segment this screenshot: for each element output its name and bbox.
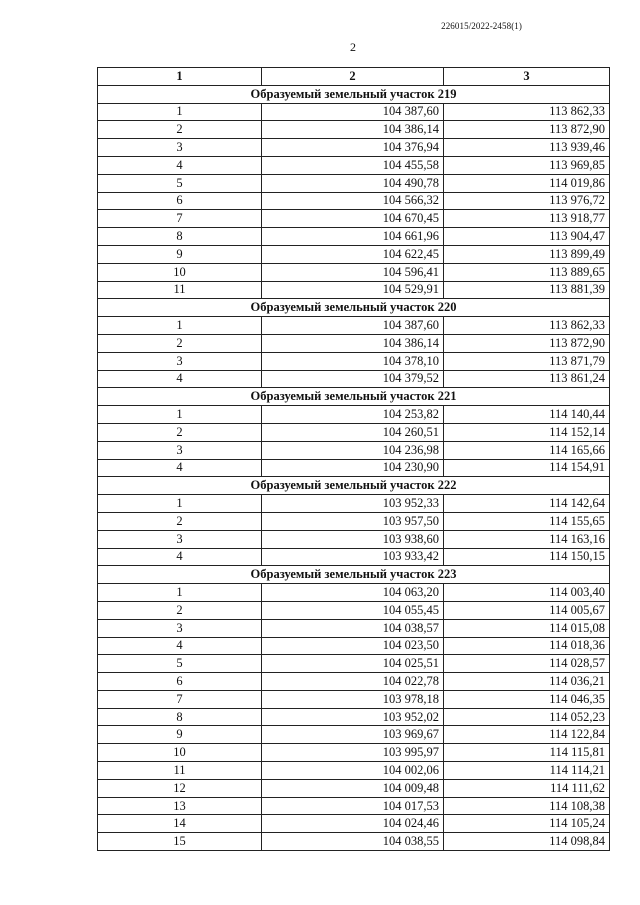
point-number-cell: 3 [98,619,262,637]
y-coordinate-cell: 113 904,47 [444,228,610,246]
y-coordinate-cell: 114 108,38 [444,797,610,815]
x-coordinate-cell: 104 055,45 [262,601,444,619]
x-coordinate-cell: 103 933,42 [262,548,444,566]
y-coordinate-cell: 114 046,35 [444,690,610,708]
table-row [98,121,610,139]
table-row [98,174,610,192]
y-coordinate-cell: 114 154,91 [444,459,610,477]
coordinates-table [97,67,610,851]
x-coordinate-cell: 104 566,32 [262,192,444,210]
table-row [98,441,610,459]
x-coordinate-cell: 104 490,78 [262,174,444,192]
table-row [98,281,610,299]
section-header-row [98,299,610,317]
table-row [98,334,610,352]
y-coordinate-cell: 113 861,24 [444,370,610,388]
y-coordinate-cell: 114 019,86 [444,174,610,192]
y-coordinate-cell: 114 152,14 [444,423,610,441]
y-coordinate-cell: 113 862,33 [444,103,610,121]
x-coordinate-cell: 104 025,51 [262,655,444,673]
x-coordinate-cell: 104 236,98 [262,441,444,459]
point-number-cell: 3 [98,352,262,370]
x-coordinate-cell: 104 378,10 [262,352,444,370]
point-number-cell: 5 [98,174,262,192]
point-number-cell: 2 [98,121,262,139]
x-coordinate-cell: 104 002,06 [262,762,444,780]
point-number-cell: 9 [98,245,262,263]
y-coordinate-cell: 114 115,81 [444,744,610,762]
x-coordinate-cell: 104 622,45 [262,245,444,263]
y-coordinate-cell: 114 114,21 [444,762,610,780]
table-row [98,762,610,780]
table-row [98,459,610,477]
point-number-cell: 7 [98,690,262,708]
table-row [98,423,610,441]
table-row [98,103,610,121]
x-coordinate-cell: 104 230,90 [262,459,444,477]
x-coordinate-cell: 104 038,55 [262,833,444,851]
x-coordinate-cell: 104 529,91 [262,281,444,299]
table-row [98,245,610,263]
x-coordinate-cell: 103 952,02 [262,708,444,726]
x-coordinate-cell: 104 596,41 [262,263,444,281]
table-row [98,655,610,673]
table-row [98,779,610,797]
y-coordinate-cell: 114 155,65 [444,512,610,530]
column-header-1: 1 [98,68,262,86]
point-number-cell: 8 [98,708,262,726]
y-coordinate-cell: 114 018,36 [444,637,610,655]
point-number-cell: 7 [98,210,262,228]
point-number-cell: 4 [98,548,262,566]
point-number-cell: 8 [98,228,262,246]
point-number-cell: 11 [98,762,262,780]
y-coordinate-cell: 114 052,23 [444,708,610,726]
x-coordinate-cell: 104 455,58 [262,156,444,174]
point-number-cell: 2 [98,601,262,619]
point-number-cell: 10 [98,744,262,762]
table-row [98,815,610,833]
y-coordinate-cell: 113 969,85 [444,156,610,174]
y-coordinate-cell: 114 122,84 [444,726,610,744]
table-row [98,530,610,548]
point-number-cell: 4 [98,459,262,477]
section-header-row [98,388,610,406]
point-number-cell: 1 [98,317,262,335]
y-coordinate-cell: 114 165,66 [444,441,610,459]
section-title: Образуемый земельный участок 219 [98,85,610,103]
x-coordinate-cell: 104 386,14 [262,121,444,139]
header-row [98,68,610,86]
point-number-cell: 3 [98,530,262,548]
table-row [98,619,610,637]
x-coordinate-cell: 104 376,94 [262,139,444,157]
y-coordinate-cell: 114 150,15 [444,548,610,566]
point-number-cell: 11 [98,281,262,299]
table-row [98,228,610,246]
table-row [98,495,610,513]
y-coordinate-cell: 114 015,08 [444,619,610,637]
table-row [98,352,610,370]
table-row [98,726,610,744]
x-coordinate-cell: 104 253,82 [262,406,444,424]
x-coordinate-cell: 104 386,14 [262,334,444,352]
table-body [98,85,610,850]
point-number-cell: 1 [98,584,262,602]
column-header-2: 2 [262,68,444,86]
table-row [98,601,610,619]
table-row [98,210,610,228]
column-header-3: 3 [444,68,610,86]
x-coordinate-cell: 104 017,53 [262,797,444,815]
table-header [98,68,610,86]
point-number-cell: 6 [98,192,262,210]
point-number-cell: 1 [98,406,262,424]
table-row [98,637,610,655]
y-coordinate-cell: 114 111,62 [444,779,610,797]
table-row [98,512,610,530]
point-number-cell: 4 [98,637,262,655]
y-coordinate-cell: 114 036,21 [444,673,610,691]
point-number-cell: 6 [98,673,262,691]
table-row [98,833,610,851]
page-number: 2 [350,40,356,54]
table-row [98,673,610,691]
point-number-cell: 1 [98,103,262,121]
point-number-cell: 3 [98,139,262,157]
point-number-cell: 12 [98,779,262,797]
y-coordinate-cell: 113 899,49 [444,245,610,263]
point-number-cell: 5 [98,655,262,673]
y-coordinate-cell: 113 939,46 [444,139,610,157]
table-row [98,317,610,335]
section-title: Образуемый земельный участок 222 [98,477,610,495]
x-coordinate-cell: 103 952,33 [262,495,444,513]
point-number-cell: 10 [98,263,262,281]
x-coordinate-cell: 103 957,50 [262,512,444,530]
section-header-row [98,85,610,103]
y-coordinate-cell: 113 872,90 [444,121,610,139]
y-coordinate-cell: 114 163,16 [444,530,610,548]
table-row [98,744,610,762]
section-title: Образуемый земельный участок 223 [98,566,610,584]
x-coordinate-cell: 104 024,46 [262,815,444,833]
point-number-cell: 4 [98,156,262,174]
section-header-row [98,566,610,584]
point-number-cell: 14 [98,815,262,833]
point-number-cell: 15 [98,833,262,851]
y-coordinate-cell: 113 976,72 [444,192,610,210]
point-number-cell: 2 [98,423,262,441]
x-coordinate-cell: 104 063,20 [262,584,444,602]
point-number-cell: 13 [98,797,262,815]
point-number-cell: 4 [98,370,262,388]
x-coordinate-cell: 104 260,51 [262,423,444,441]
document-number: 226015/2022-2458(1) [441,21,522,31]
table-row [98,690,610,708]
y-coordinate-cell: 114 140,44 [444,406,610,424]
y-coordinate-cell: 113 889,65 [444,263,610,281]
y-coordinate-cell: 113 881,39 [444,281,610,299]
point-number-cell: 2 [98,334,262,352]
y-coordinate-cell: 114 098,84 [444,833,610,851]
x-coordinate-cell: 104 379,52 [262,370,444,388]
table-row [98,406,610,424]
table-row [98,797,610,815]
y-coordinate-cell: 114 028,57 [444,655,610,673]
y-coordinate-cell: 113 918,77 [444,210,610,228]
x-coordinate-cell: 104 387,60 [262,103,444,121]
x-coordinate-cell: 104 009,48 [262,779,444,797]
y-coordinate-cell: 114 005,67 [444,601,610,619]
x-coordinate-cell: 104 661,96 [262,228,444,246]
y-coordinate-cell: 113 871,79 [444,352,610,370]
point-number-cell: 1 [98,495,262,513]
section-title: Образуемый земельный участок 221 [98,388,610,406]
x-coordinate-cell: 104 022,78 [262,673,444,691]
x-coordinate-cell: 104 038,57 [262,619,444,637]
section-header-row [98,477,610,495]
table-row [98,548,610,566]
section-title: Образуемый земельный участок 220 [98,299,610,317]
y-coordinate-cell: 113 862,33 [444,317,610,335]
point-number-cell: 9 [98,726,262,744]
x-coordinate-cell: 104 670,45 [262,210,444,228]
table-row [98,263,610,281]
point-number-cell: 2 [98,512,262,530]
x-coordinate-cell: 103 978,18 [262,690,444,708]
y-coordinate-cell: 114 003,40 [444,584,610,602]
y-coordinate-cell: 114 105,24 [444,815,610,833]
point-number-cell: 3 [98,441,262,459]
table-row [98,584,610,602]
y-coordinate-cell: 114 142,64 [444,495,610,513]
table-row [98,708,610,726]
x-coordinate-cell: 103 995,97 [262,744,444,762]
table-row [98,370,610,388]
x-coordinate-cell: 103 969,67 [262,726,444,744]
y-coordinate-cell: 113 872,90 [444,334,610,352]
table-row [98,156,610,174]
table-row [98,139,610,157]
x-coordinate-cell: 103 938,60 [262,530,444,548]
table-row [98,192,610,210]
x-coordinate-cell: 104 387,60 [262,317,444,335]
x-coordinate-cell: 104 023,50 [262,637,444,655]
